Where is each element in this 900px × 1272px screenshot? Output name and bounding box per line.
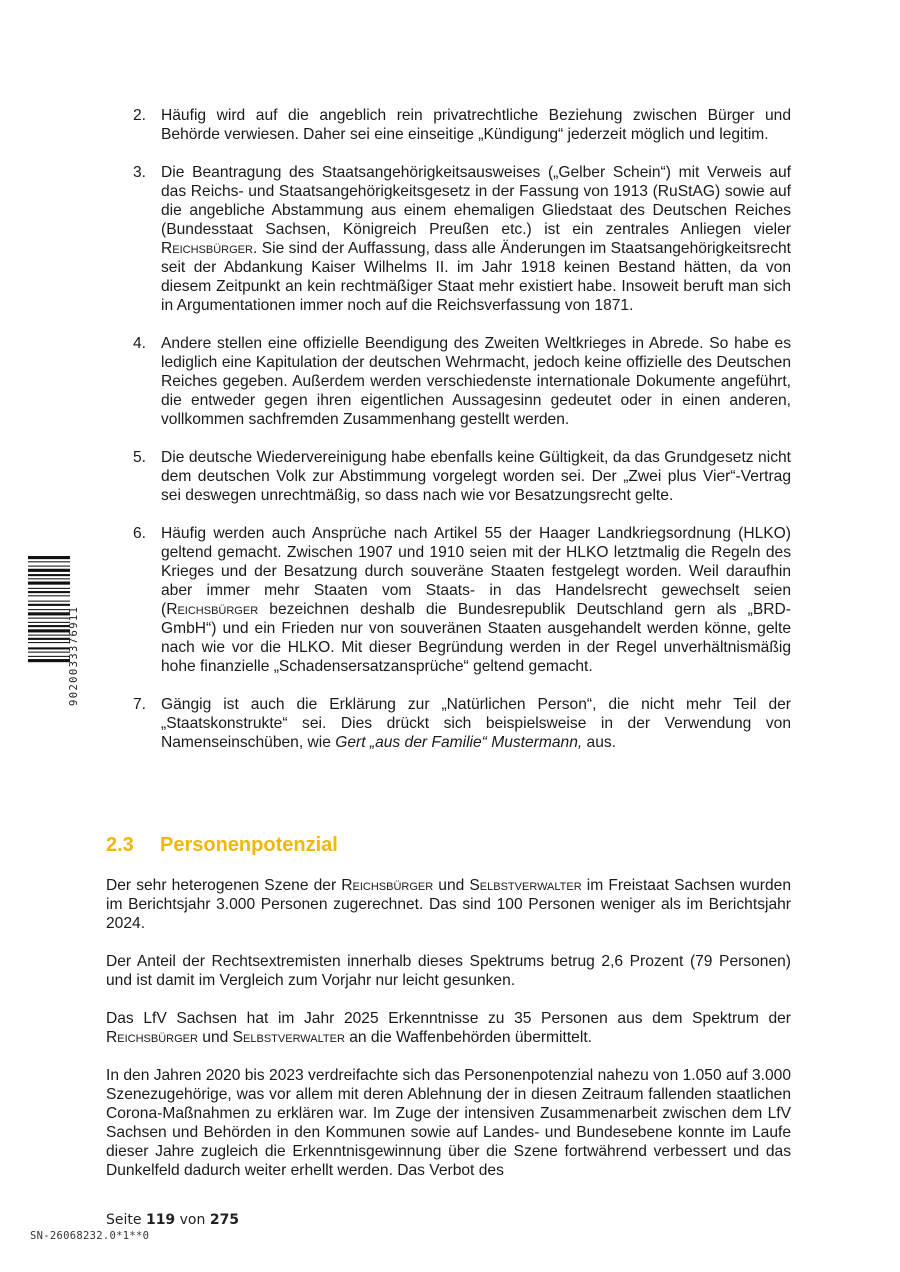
text-run: . Sie sind der Auffassung, dass alle Änderungen im Staatsangehörigkeitsrecht seit der Abdankung Kaiser Wilhelms II. im Jahr 1918 keinen Bestand hätten, da von diesem Zeitpunkt an kein rechtmäßiger Staat mehr existiert habe. Insoweit beruft man sich in Argumentationen immer noch auf die Reichsverfassung von 1871. <box>161 240 791 314</box>
barcode-bar <box>28 609 70 610</box>
section-heading <box>106 832 338 858</box>
section-number: 2.3 <box>106 834 134 856</box>
page-current: 119 <box>145 1212 176 1228</box>
barcode-bar <box>28 635 70 636</box>
text-run: im Freistaat Sachsen wurden im Berichtsjahr 3.000 Personen zugerechnet. Das sind 100 Personen weniger als im Berichtsjahr 2024. <box>106 877 791 932</box>
argument-list <box>133 106 791 752</box>
text-run: und <box>433 877 470 894</box>
barcode-bar <box>28 601 70 602</box>
barcode-bar <box>28 578 70 579</box>
list-number: 3. <box>133 164 147 181</box>
barcode-bar <box>28 561 70 562</box>
page-separator: von <box>179 1212 206 1228</box>
text-run: an die Waffenbehörden übermittelt. <box>344 1029 592 1046</box>
barcode-bar <box>28 638 70 640</box>
text-run: In den Jahren 2020 bis 2023 verdreifachte sich das Personenpotenzial nahezu von 1.050 auf 3.000 Szenezugehörige, was vor allem mit deren Ablehnung der in diesen Zeitraum fallenden staatlichen Corona-Maßnahmen zu erklären war. Im Zuge der intensiven Zusammenarbeit zwischen dem LfV Sachsen und Behörden in den Kommunen sowie auf Landes- und Bundesebene konnte im Laufe dieser Jahre zugleich die Erkenntnisgewinnung über die Szene fortwährend verbessert und das Dunkelfeld dadurch weiter erhellt werden. Das Verbot des <box>106 1067 791 1179</box>
list-item <box>133 334 791 429</box>
barcode-bar <box>28 566 70 567</box>
term-small-caps: Reichsbürger <box>106 1029 198 1046</box>
barcode-bar <box>28 569 70 572</box>
barcode-bars <box>28 556 70 706</box>
barcode-bar <box>28 595 70 596</box>
text-run: Das LfV Sachsen hat im Jahr 2025 Erkenntnisse zu 35 Personen aus dem Spektrum der <box>106 1010 791 1027</box>
page-number <box>106 1212 239 1228</box>
barcode-bar <box>28 656 70 657</box>
text-run: Der sehr heterogenen Szene der <box>106 877 342 894</box>
body-paragraph <box>106 1009 791 1047</box>
barcode-bar <box>28 618 70 619</box>
list-text <box>161 525 791 675</box>
term-small-caps: Selbstverwalter <box>232 1029 345 1046</box>
list-number: 6. <box>133 525 147 542</box>
list-number: 4. <box>133 335 147 352</box>
term-small-caps: Reichsbürger <box>166 601 259 618</box>
list-item <box>133 106 791 144</box>
list-text <box>161 335 791 428</box>
italic-text: Gert „aus der Familie“ Mustermann, <box>335 734 583 751</box>
text-run: Die Beantragung des Staatsangehörigkeitsausweises („Gelber Schein“) mit Verweis auf das Reichs- und Staatsangehörigkeitsgesetz in der Fassung von 1913 (RuStAG) sowie auf die angebliche Abstammung aus einem ehemaligen Gliedstaat des Deutschen Reiches (Bundesstaat Sachsen, Königreich Preußen etc.) ist ein zentrales Anliegen vieler <box>161 164 791 238</box>
list-item <box>133 695 791 752</box>
list-number: 2. <box>133 107 147 124</box>
list-number: 7. <box>133 696 147 713</box>
list-text <box>161 107 791 143</box>
barcode-bar <box>28 647 70 649</box>
page-prefix: Seite <box>106 1212 142 1228</box>
barcode-bar <box>28 642 70 643</box>
term-small-caps: Reichsbürger <box>341 877 434 894</box>
text-run: bezeichnen deshalb die Bundesrepublik Deutschland gern als „BRD-GmbH“) und ein Frieden nur von souveränen Staaten ausgehandelt werden könne, gelte nach wie vor die HLKO. Mit dieser Begründung werden in der Regel unverhältnismäßig hohe finanzielle „Schadensersatzansprüche“ geltend gemacht. <box>161 601 791 675</box>
barcode-bar <box>28 556 70 559</box>
list-text <box>161 164 791 314</box>
text-run: Häufig werden auch Ansprüche nach Artikel 55 der Haager Landkriegsordnung (HLKO) geltend gemacht. Zwischen 1907 und 1910 seien mit der HLKO letztmalig die Regeln des Krieges und der Besatzung durch souveräne Staaten festgelegt worden. Weil daraufhin aber immer mehr Staaten vom Staats- in das Handelsrecht gewechselt seien ( <box>161 525 791 618</box>
barcode-bar <box>28 604 70 606</box>
barcode-image <box>28 556 70 706</box>
barcode-bar <box>28 652 70 653</box>
barcode-digits: 9020033376911 <box>68 605 80 706</box>
text-run: Die deutsche Wiedervereinigung habe ebenfalls keine Gültigkeit, da das Grundgesetz nicht dem deutschen Volk zur Abstimmung vorgelegt worden sei. Der „Zwei plus Vier“-Vertrag sei deswegen unrechtmäßig, so dass nach wie vor Besatzungsrecht gelte. <box>161 449 791 504</box>
barcode-bar <box>28 625 70 627</box>
list-text <box>161 449 791 504</box>
list-item <box>133 524 791 676</box>
barcode-bar <box>28 612 70 615</box>
text-run: Andere stellen eine offizielle Beendigung des Zweiten Weltkrieges in Abrede. So habe es lediglich eine Kapitulation der deutschen Wehrmacht, jedoch keine offizielle des Deutschen Reiches gegeben. Außerdem werden verschiedenste internationale Dokumente angeführt, die entweder gegen ihren eigentlichen Aussagesinn gedeutet oder in einen anderen, vollkommen sachfremden Zusammenhang gestellt werden. <box>161 335 791 428</box>
document-id: SN-26068232.0*1**0 <box>30 1230 150 1242</box>
text-run: Häufig wird auf die angeblich rein privatrechtliche Beziehung zwischen Bürger und Behörde verwiesen. Daher sei eine einseitige „Kündigung“ jederzeit möglich und legitim. <box>161 107 791 143</box>
barcode-bar <box>28 574 70 576</box>
list-item <box>133 448 791 505</box>
body-paragraph <box>106 1066 791 1180</box>
body-paragraph <box>106 876 791 933</box>
barcode-bar <box>28 622 70 623</box>
barcode-bar <box>28 582 70 585</box>
list-text <box>161 696 791 751</box>
barcode-bar <box>28 659 70 662</box>
text-run: und <box>197 1029 233 1046</box>
barcode-bar <box>28 629 70 632</box>
barcode-bar <box>28 588 70 589</box>
barcode-bar <box>28 591 70 593</box>
section-title: Personenpotenzial <box>160 834 338 856</box>
body-paragraph <box>106 952 791 990</box>
page-total: 275 <box>209 1212 240 1228</box>
text-run: aus. <box>582 734 617 751</box>
section-body <box>106 876 791 1180</box>
text-run: Gängig ist auch die Erklärung zur „Natürlichen Person“, die nicht mehr Teil der „Staatskonstrukte“ sei. Dies drückt sich beispielsweise in der Verwendung von Namenseinschüben, wie <box>161 696 791 751</box>
text-run: Der Anteil der Rechtsextremisten innerhalb dieses Spektrums betrug 2,6 Prozent (79 Personen) und ist damit im Vergleich zum Vorjahr nur leicht gesunken. <box>106 953 791 989</box>
term-small-caps: Reichsbürger <box>161 240 253 257</box>
list-number: 5. <box>133 449 147 466</box>
term-small-caps: Selbstverwalter <box>469 877 582 894</box>
list-item <box>133 163 791 315</box>
